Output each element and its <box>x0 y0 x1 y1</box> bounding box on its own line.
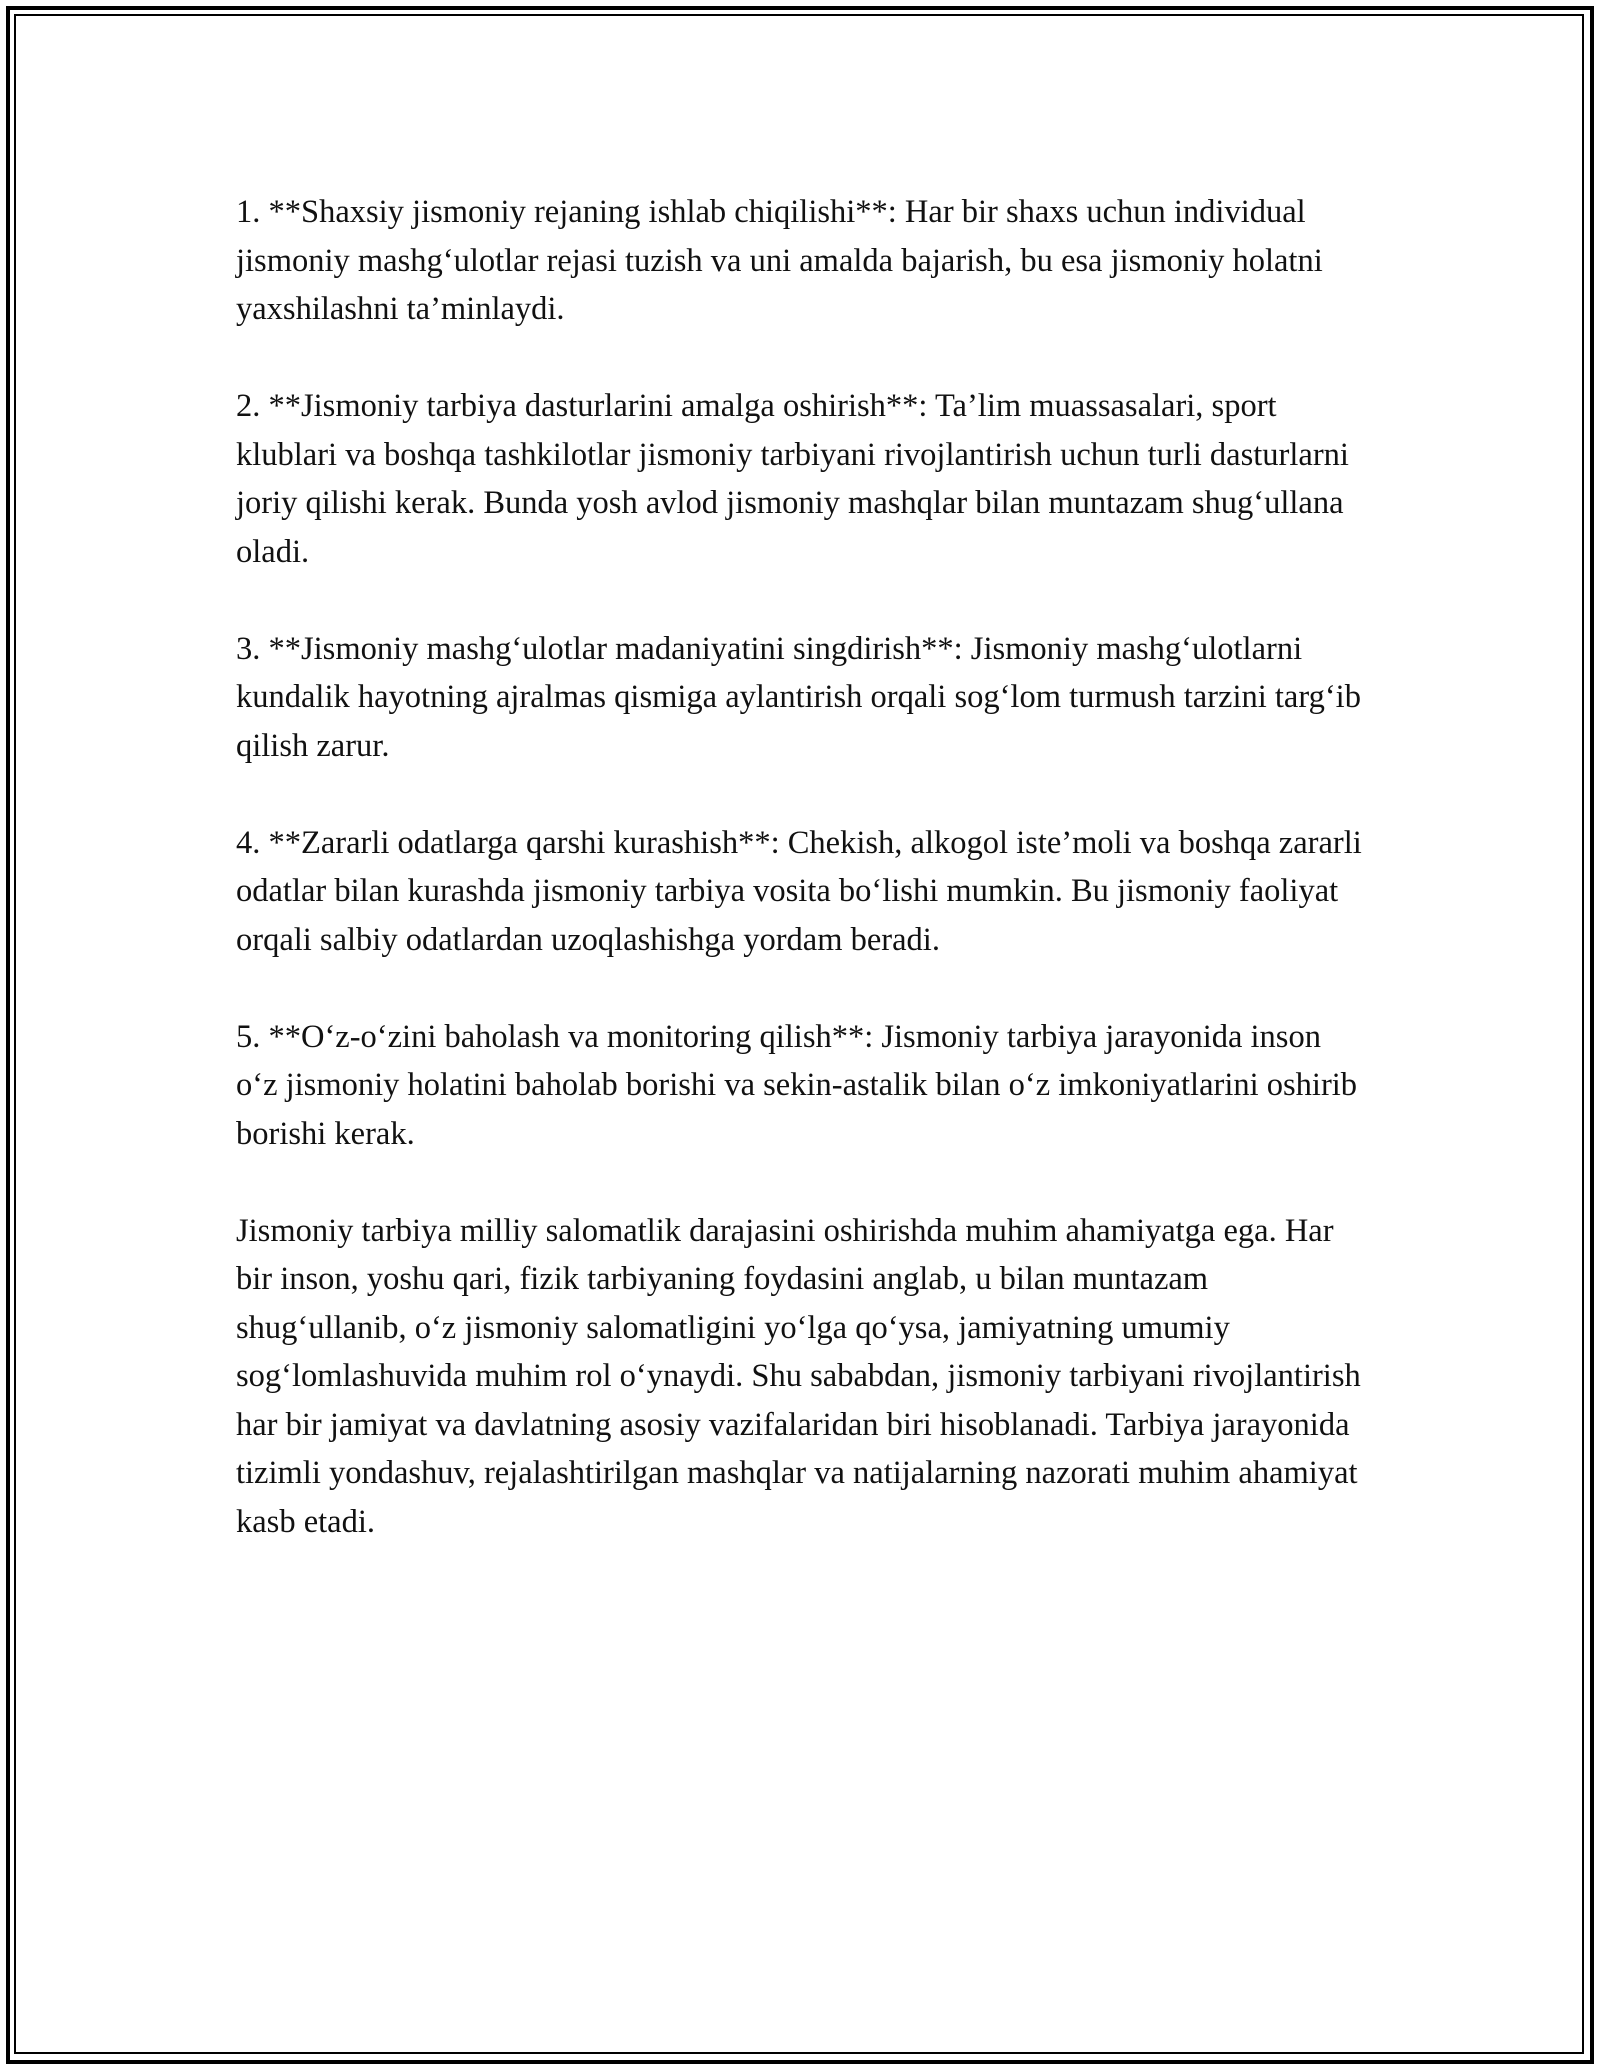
document-body <box>236 188 1366 1595</box>
list-item-5: 5. **O‘z-o‘zini baholash va monitoring qilish**: Jismoniy tarbiya jarayonida inson o‘z jismoniy holatini baholab borishi va sekin-astalik bilan o‘z imkoniyatlarini oshirib borishi kerak. <box>236 1018 1358 1152</box>
list-item-4: 4. **Zararli odatlarga qarshi kurashish**: Chekish, alkogol iste’moli va boshqa zararli odatlar bilan kurashda jismoniy tarbiya vosita bo‘lishi mumkin. Bu jismoniy faoliyat orqali salbiy odatlardan uzoqlashishga yordam beradi. <box>236 824 1362 958</box>
list-item-2: 2. **Jismoniy tarbiya dasturlarini amalga oshirish**: Ta’lim muassasalari, sport klublari va boshqa tashkilotlar jismoniy tarbiyani rivojlantirish uchun turli dasturlarni joriy qilishi kerak. Bunda yosh avlod jismoniy mashqlar bilan muntazam shug‘ullana oladi. <box>236 388 1349 570</box>
list-item-1: 1. **Shaxsiy jismoniy rejaning ishlab chiqilishi**: Har bir shaxs uchun individual jismoniy mashg‘ulotlar rejasi tuzish va uni amalda bajarish, bu esa jismoniy holatni yaxshilashni ta’minlaydi. <box>236 194 1323 327</box>
list-item-3: 3. **Jismoniy mashg‘ulotlar madaniyatini singdirish**: Jismoniy mashg‘ulotlarni kundalik hayotning ajralmas qismiga aylantirish orqali sog‘lom turmush tarzini targ‘ib qilish zarur. <box>236 630 1361 764</box>
conclusion-paragraph: Jismoniy tarbiya milliy salomatlik darajasini oshirishda muhim ahamiyatga ega. Har bir inson, yoshu qari, fizik tarbiyaning foydasini anglab, u bilan muntazam shug‘ullanib, o‘z jismoniy salomatligini yo‘lga qo‘ysa, jamiyatning umumiy sog‘lomlashuvida muhim rol o‘ynaydi. Shu sababdan, jismoniy tarbiyani rivojlantirish har bir jamiyat va davlatning asosiy vazifalaridan biri hisoblanadi. Tarbiya jarayonida tizimli yondashuv, rejalashtirilgan mashqlar va natijalarning nazorati muhim ahamiyat kasb etadi. <box>236 1212 1361 1540</box>
